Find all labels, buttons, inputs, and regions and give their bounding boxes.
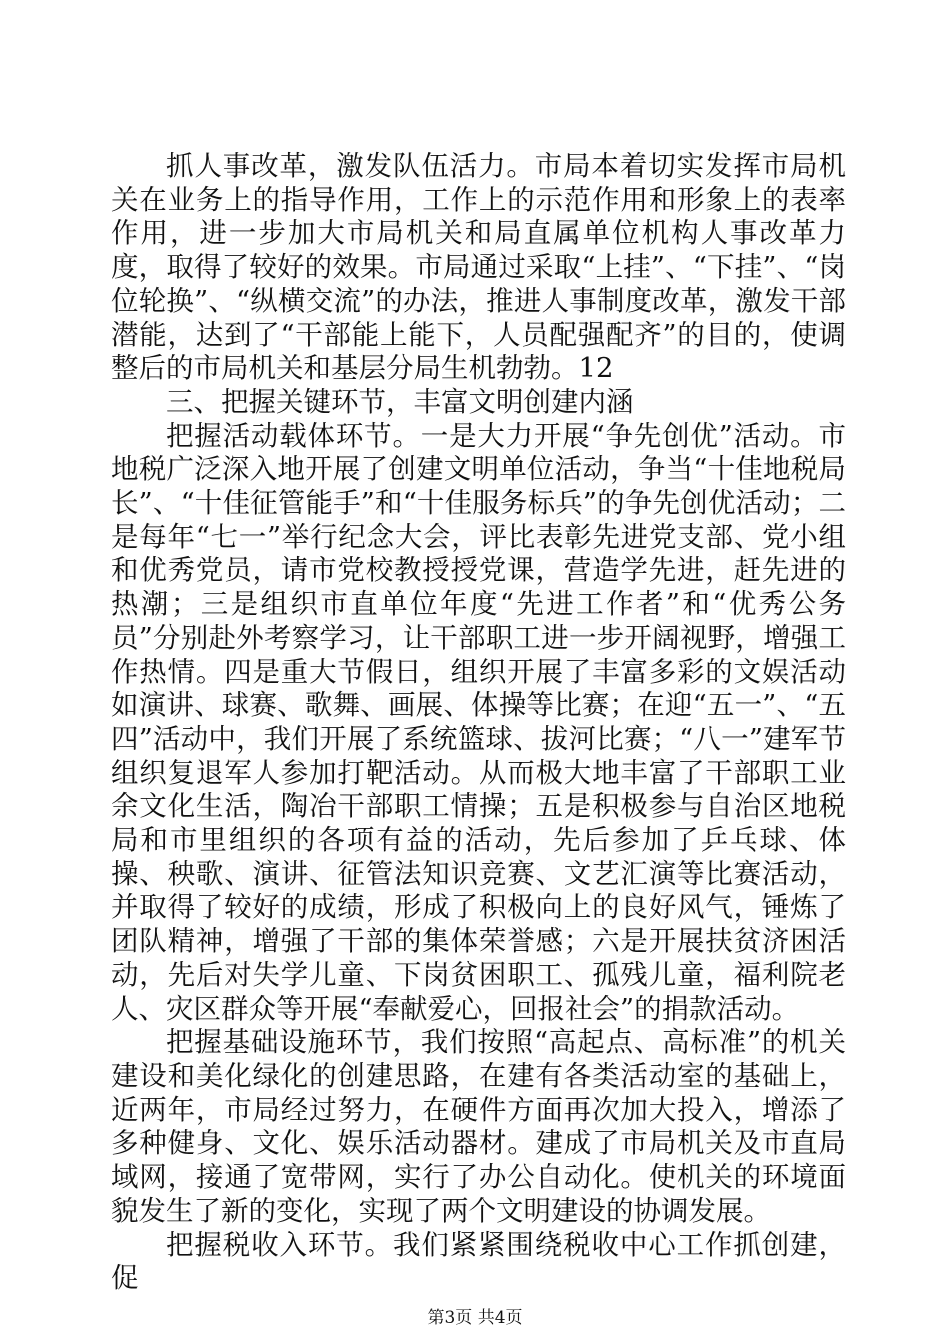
paragraph-tax-revenue: 把握税收入环节。我们紧紧围绕税收中心工作抓创建，促 [111, 1228, 846, 1295]
section-heading: 三、把握关键环节，丰富文明创建内涵 [166, 385, 634, 418]
paragraph-personnel-reform: 抓人事改革，激发队伍活力。市局本着切实发挥市局机关在业务上的指导作用，工作上的示范作用和形象上的表率作用，进一步加大市局机关和局直属单位机构人事改革力度，取得了较好的效果。市局通过采取“上挂”、“下挂”、“岗位轮换”、“纵横交流”的办法，推进人事制度改革，激发干部潜能，达到了“干部能上能下，人员配强配齐”的目的，使调整后的市局机关和基层分局生机勃勃。12 [111, 150, 846, 385]
paragraph-activity-carrier: 把握活动载体环节。一是大力开展“争先创优”活动。市地税广泛深入地开展了创建文明单位活动，争当“十佳地税局长”、“十佳征管能手”和“十佳服务标兵”的争先创优活动；二是每年“七一”举行纪念大会，评比表彰先进党支部、党小组和优秀党员，请市党校教授授党课，营造学先进，赶先进的热潮；三是组织市直单位年度“先进工作者”和“优秀公务员”分别赴外考察学习，让干部职工进一步开阔视野，增强工作热情。四是重大节假日，组织开展了丰富多彩的文娱活动如演讲、球赛、歌舞、画展、体操等比赛；在迎“五一”、“五四”活动中，我们开展了系统篮球、拔河比赛；“八一”建军节组织复退军人参加打靶活动。从而极大地丰富了干部职工业余文化生活，陶冶干部职工情操；五是积极参与自治区地税局和市里组织的各项有益的活动，先后参加了乒乓球、体操、秧歌、演讲、征管法知识竞赛、文艺汇演等比赛活动，并取得了较好的成绩，形成了积极向上的良好风气，锤炼了团队精神，增强了干部的集体荣誉感；六是开展扶贫济困活动，先后对失学儿童、下岗贫困职工、孤残儿童，福利院老人、灾区群众等开展“奉献爱心，回报社会”的捐款活动。 [111, 419, 846, 1025]
page-footer: 第3页 共4页 [427, 1308, 523, 1328]
paragraph-infrastructure: 把握基础设施环节，我们按照“高起点、高标准”的机关建设和美化绿化的创建思路，在建有各类活动室的基础上，近两年，市局经过努力，在硬件方面再次加大投入，增添了多种健身、文化、娱乐活动器材。建成了市局机关及市直局域网，接通了宽带网，实行了办公自动化。使机关的环境面貌发生了新的变化，实现了两个文明建设的协调发展。 [111, 1026, 846, 1227]
document-body [111, 150, 846, 1296]
